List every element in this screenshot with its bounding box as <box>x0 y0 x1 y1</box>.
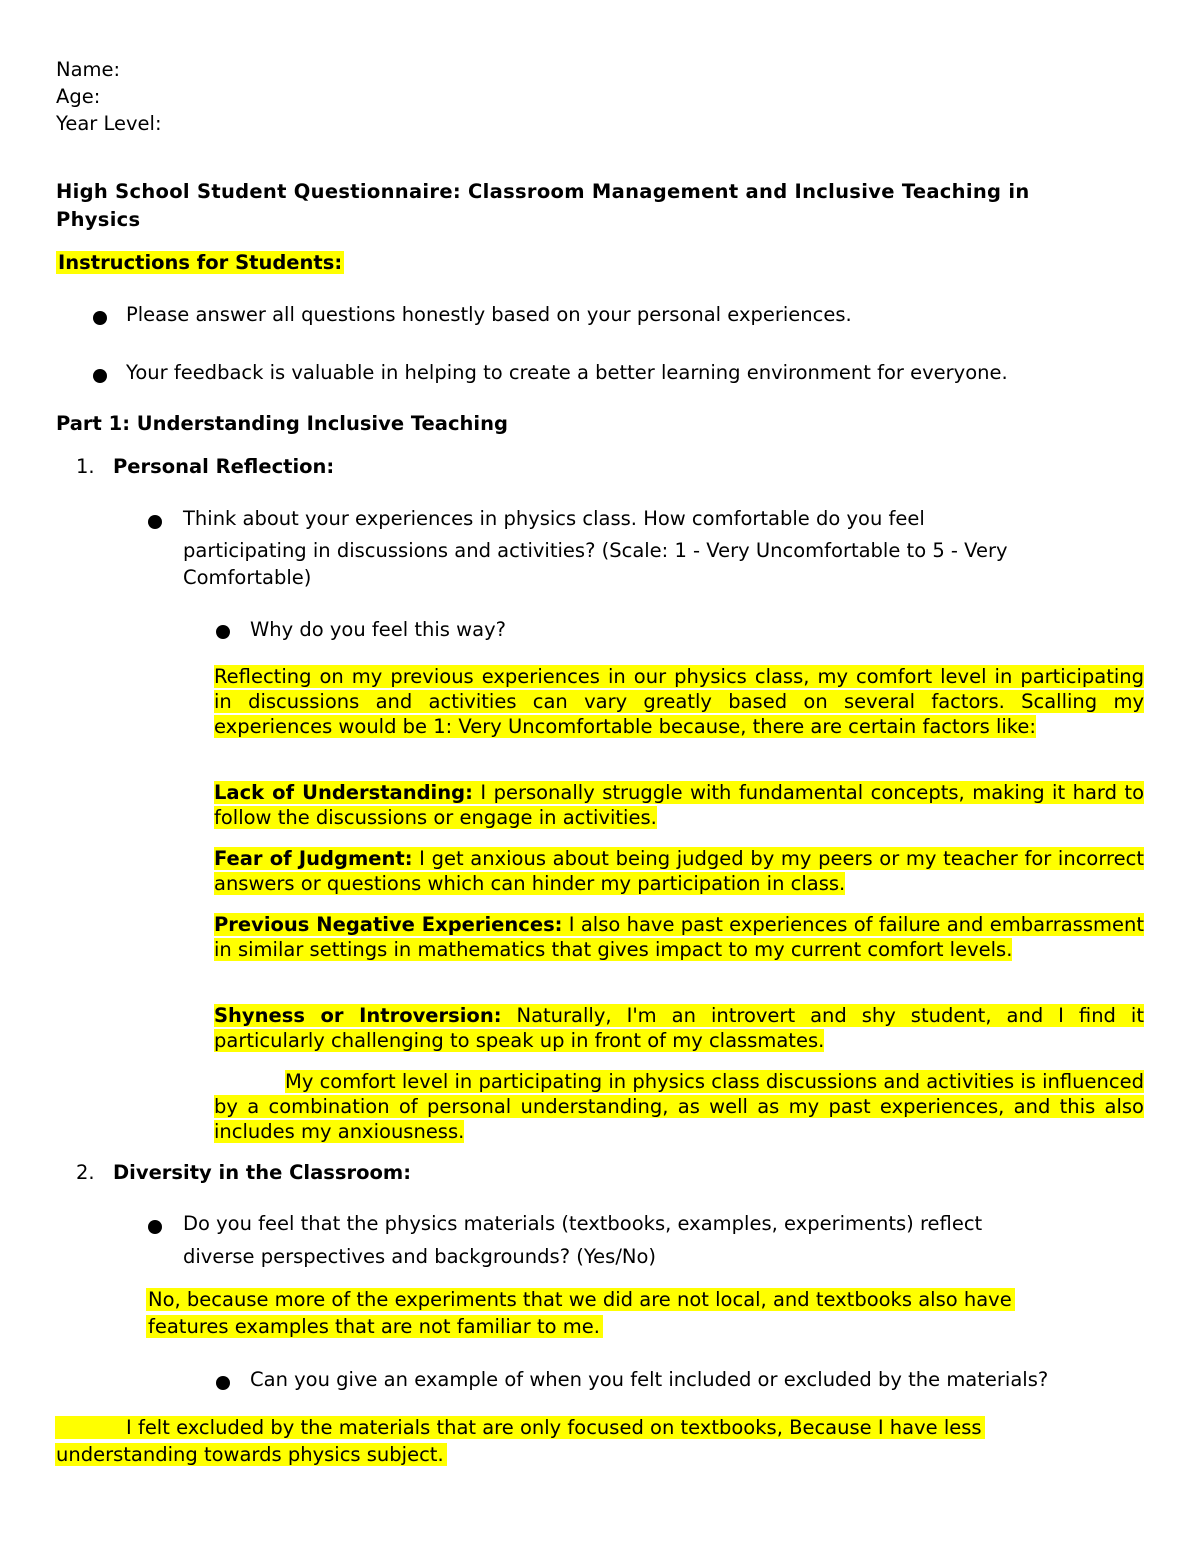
answer3-line2: understanding towards physics subject. <box>55 1443 447 1466</box>
bullet-icon <box>216 625 230 639</box>
document-title-line1: High School Student Questionnaire: Classroom Management and Inclusive Teaching in <box>56 180 1030 203</box>
bullet-icon <box>93 369 107 383</box>
answer3-line1: I felt excluded by the materials that are only focused on textbooks, Because I have less <box>55 1416 985 1439</box>
factor-label: Previous Negative Experiences: <box>214 913 563 936</box>
question2-title: Diversity in the Classroom: <box>113 1161 412 1184</box>
bullet-icon <box>216 1376 230 1390</box>
document-title-line2: Physics <box>56 208 141 231</box>
instructions-heading: Instructions for Students: <box>58 251 343 274</box>
question1-number: 1. <box>76 455 95 478</box>
question1-sub-prompt: Why do you feel this way? <box>250 618 506 641</box>
question2-sub-prompt: Can you give an example of when you felt included or excluded by the materials? <box>250 1368 1049 1391</box>
instruction-item: Please answer all questions honestly based on your personal experiences. <box>126 303 852 326</box>
answer2-line1: No, because more of the experiments that we did are not local, and textbooks also have <box>146 1288 1015 1311</box>
factor-text: I personally struggle with fundamental concepts, making it hard to follow the discussions or engage in activities. <box>214 781 1145 829</box>
question1-prompt-line3: Comfortable) <box>183 566 312 589</box>
factor-text: Naturally, I'm an introvert and shy student, and I find it particularly challenging to speak up in front of my classmates. <box>214 1004 1144 1052</box>
question2-prompt-line2: diverse perspectives and backgrounds? (Yes/No) <box>183 1245 657 1268</box>
answer1-intro-text: Reflecting on my previous experiences in our physics class, my comfort level in participating in discussions and activities can vary greatly based on several factors. Scalling my experiences would be 1: Very Uncomfortable because, there are certain factors like: <box>214 665 1144 738</box>
factor-paragraph <box>214 912 1144 962</box>
factor-text: I get anxious about being judged by my peers or my teacher for incorrect answers or questions which can hinder my participation in class. <box>214 847 1144 895</box>
age-label: Age: <box>56 85 101 108</box>
bullet-icon <box>148 1220 162 1234</box>
year-level-label: Year Level: <box>56 112 162 135</box>
factor-label: Fear of Judgment: <box>214 847 413 870</box>
question1-prompt-line1: Think about your experiences in physics class. How comfortable do you feel <box>183 507 925 530</box>
bullet-icon <box>148 515 162 529</box>
factor-paragraph <box>214 846 1144 896</box>
answer1-intro <box>214 664 1144 739</box>
answer2-line2: features examples that are not familiar to me. <box>146 1315 603 1338</box>
factor-label: Shyness or Introversion: <box>214 1004 502 1027</box>
instruction-item: Your feedback is valuable in helping to create a better learning environment for everyone. <box>126 361 1008 384</box>
part1-heading: Part 1: Understanding Inclusive Teaching <box>56 412 508 435</box>
factor-paragraph <box>214 780 1144 830</box>
answer1-conclusion <box>214 1069 1144 1144</box>
question1-title: Personal Reflection: <box>113 455 335 478</box>
question2-number: 2. <box>76 1161 95 1184</box>
bullet-icon <box>93 311 107 325</box>
factor-label: Lack of Understanding: <box>214 781 473 804</box>
question1-prompt-line2: participating in discussions and activities? (Scale: 1 - Very Uncomfortable to 5 - Very <box>183 539 1008 562</box>
factor-paragraph <box>214 1003 1144 1053</box>
question2-prompt-line1: Do you feel that the physics materials (textbooks, examples, experiments) reflect <box>183 1212 983 1235</box>
answer1-conclusion-text: My comfort level in participating in physics class discussions and activities is influenced by a combination of personal understanding, as well as my past experiences, and this also includes my anxiousness. <box>214 1070 1144 1143</box>
name-label: Name: <box>56 58 121 81</box>
factor-text: I also have past experiences of failure and embarrassment in similar settings in mathematics that gives impact to my current comfort levels. <box>214 913 1144 961</box>
